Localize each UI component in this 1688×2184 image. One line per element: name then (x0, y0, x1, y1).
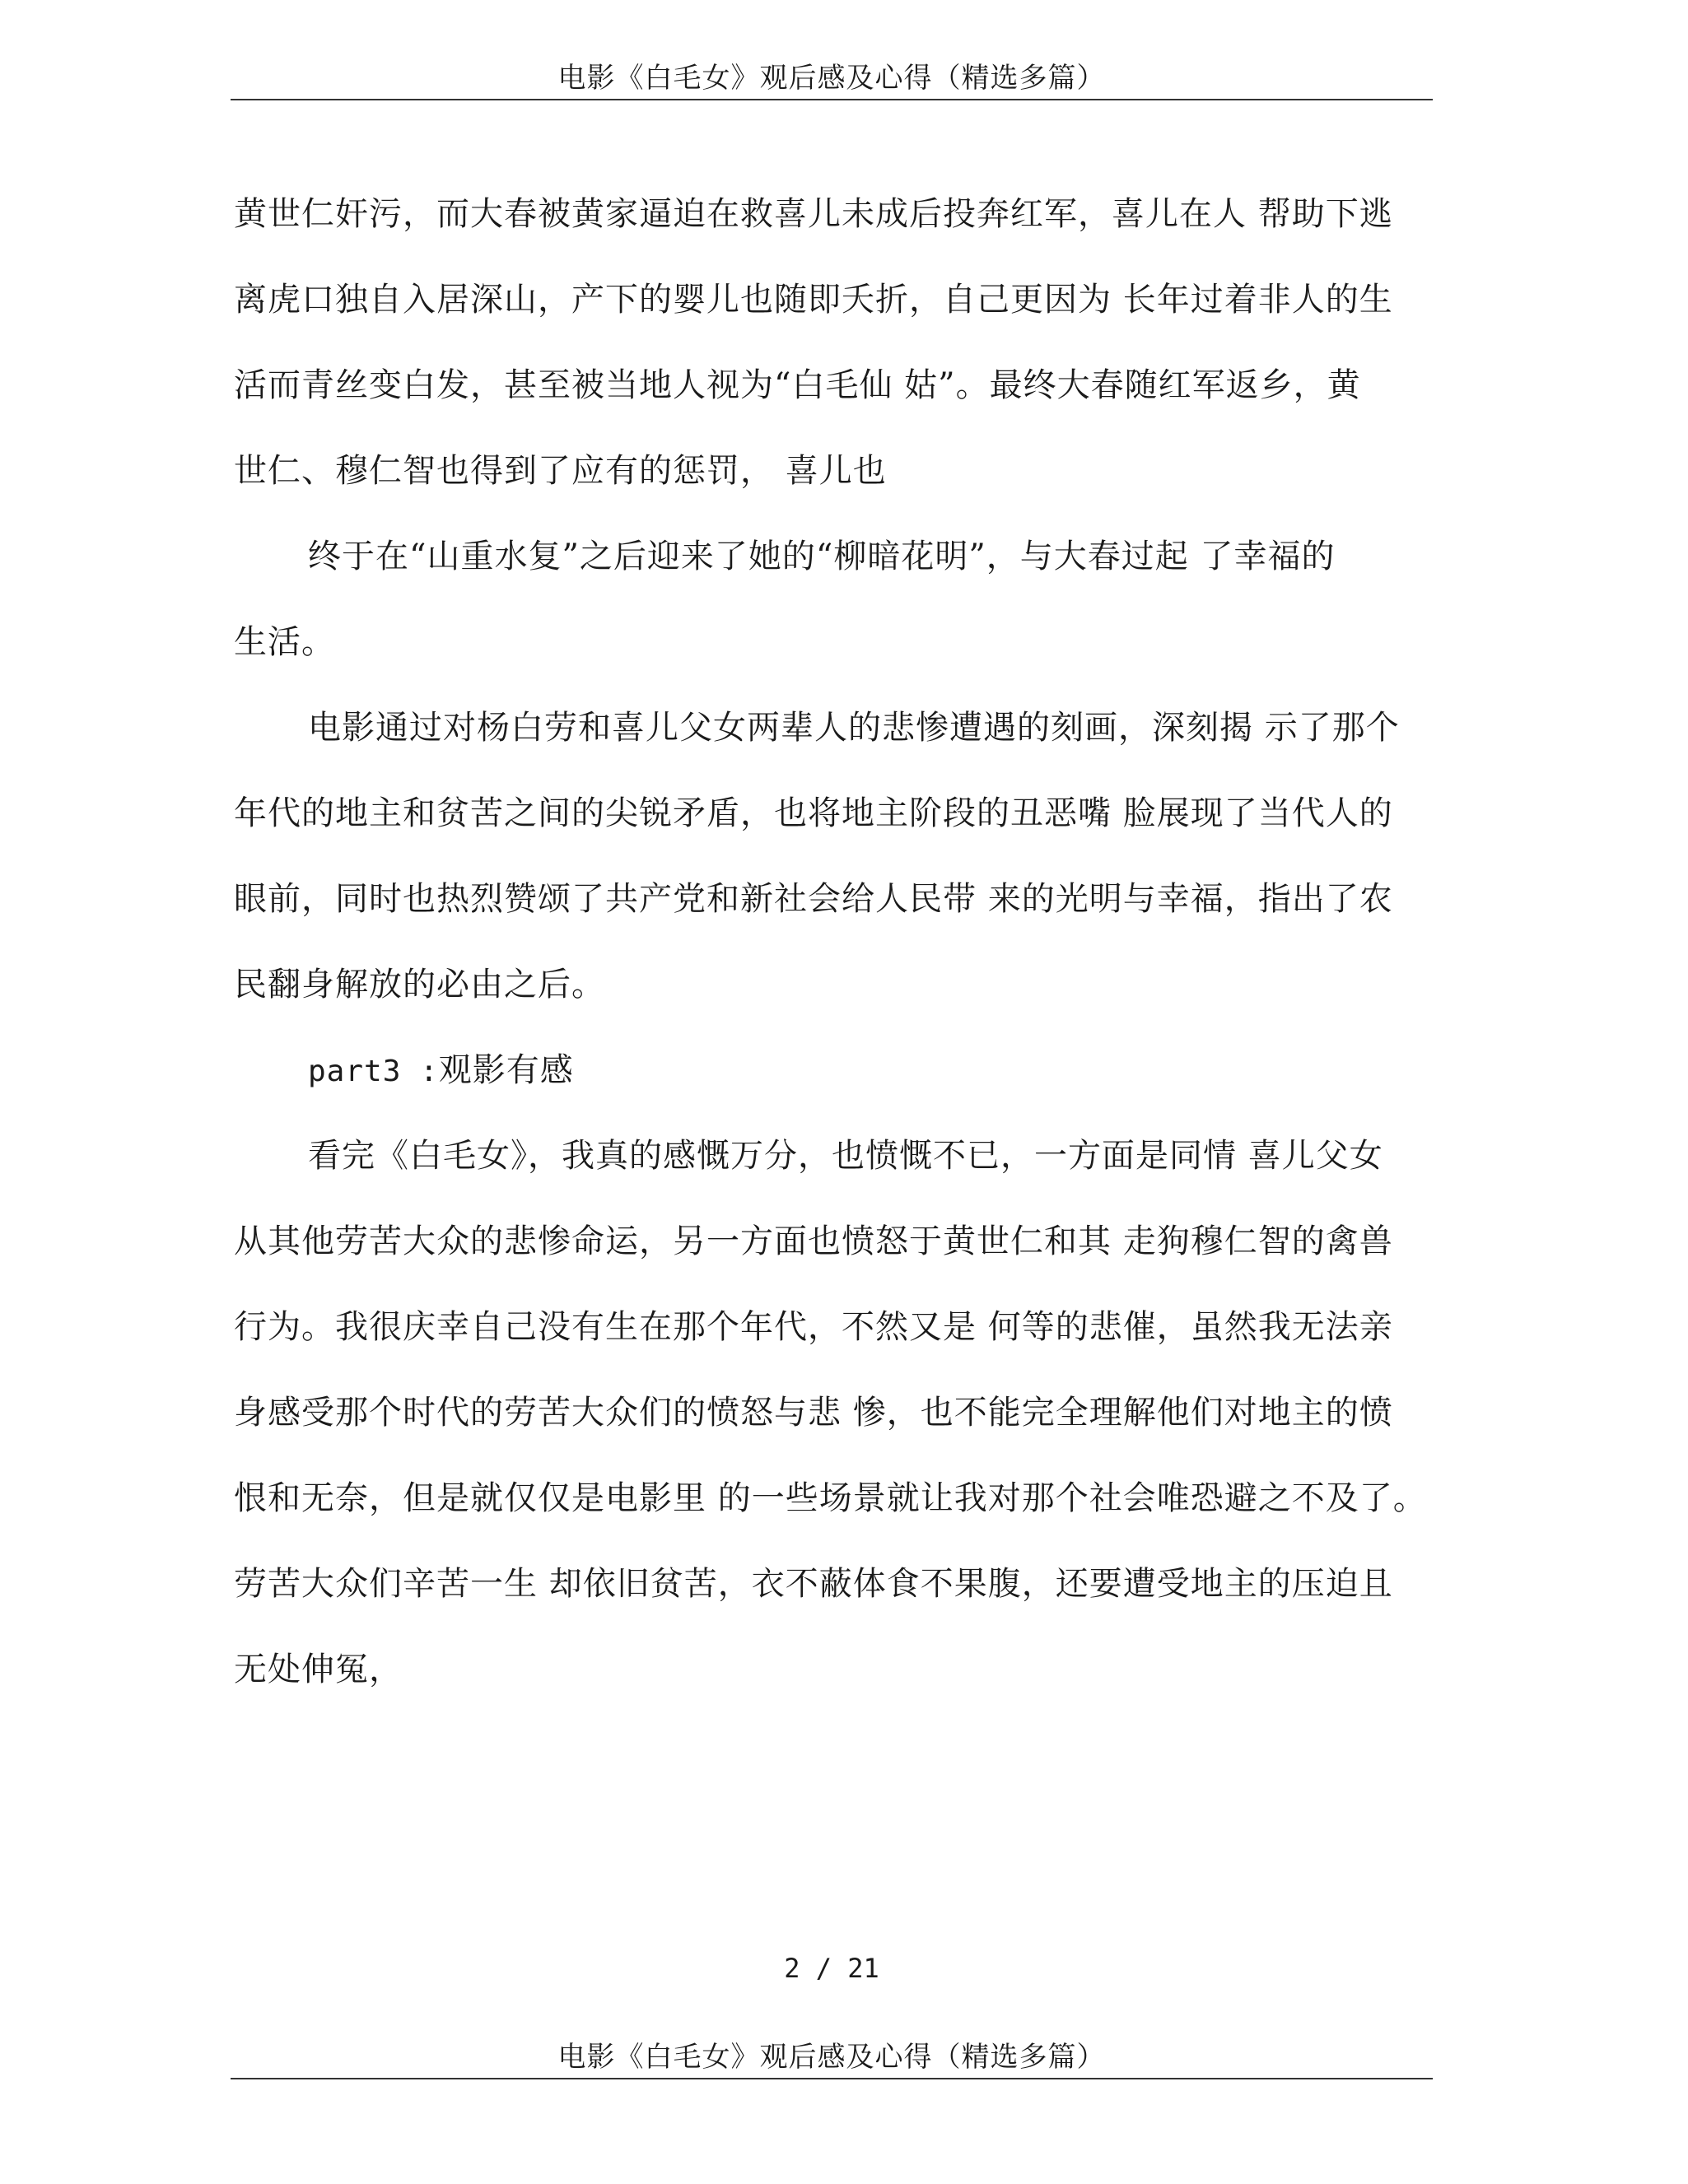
paragraph-4-line-2: 从其他劳苦大众的悲惨命运，另一方面也愤怒于黄世仁和其 走狗穆仁智的禽兽 (234, 1222, 1393, 1260)
page-number: 2 / 21 (784, 1953, 879, 1984)
section-heading-text: 观影有感 (438, 1051, 574, 1089)
paragraph-4-line-6: 劳苦大众们辛苦一生 却依旧贫苦，衣不蔽体食不果腹，还要遭受地主的压迫且 (234, 1565, 1393, 1603)
paragraph-3-line-3: 眼前，同时也热烈赞颂了共产党和新社会给人民带 来的光明与幸福，指出了农 (234, 880, 1393, 918)
paragraph-3-line-2: 年代的地主和贫苦之间的尖锐矛盾，也将地主阶段的丑恶嘴 脸展现了当代人的 (234, 794, 1393, 832)
footer-divider (231, 2078, 1433, 2079)
paragraph-4-line-1: 看完《白毛女》，我真的感慨万分，也愤慨不已，一方面是同情 喜儿父女 (308, 1137, 1383, 1175)
paragraph-3-line-4: 民翻身解放的必由之后。 (234, 966, 605, 1004)
paragraph-4-line-3: 行为。我很庆幸自己没有生在那个年代，不然又是 何等的悲催，虽然我无法亲 (234, 1308, 1393, 1346)
paragraph-1-line-3: 活而青丝变白发，甚至被当地人视为“白毛仙 姑”。最终大春随红军返乡，黄 (234, 366, 1361, 404)
header-divider (231, 99, 1433, 100)
section-heading-prefix: part3 : (308, 1055, 439, 1088)
paragraph-1-line-4: 世仁、穆仁智也得到了应有的惩罚， 喜儿也 (234, 452, 887, 490)
paragraph-4-line-4: 身感受那个时代的劳苦大众们的愤怒与悲 惨，也不能完全理解他们对地主的愤 (234, 1394, 1393, 1432)
page-header-title: 电影《白毛女》观后感及心得（精选多篇） (557, 62, 1106, 95)
paragraph-4-line-5: 恨和无奈，但是就仅仅是电影里 的一些场景就让我对那个社会唯恐避之不及了。 (234, 1479, 1427, 1517)
section-heading (308, 1045, 574, 1095)
paragraph-4-line-7: 无处伸冤， (234, 1651, 403, 1688)
paragraph-3-line-1: 电影通过对杨白劳和喜儿父女两辈人的悲惨遭遇的刻画，深刻揭 示了那个 (308, 709, 1400, 747)
paragraph-2-line-1: 终于在“山重水复”之后迎来了她的“柳暗花明”，与大春过起 了幸福的 (308, 538, 1336, 575)
paragraph-1-line-2: 离虎口独自入居深山，产下的婴儿也随即夭折，自己更因为 长年过着非人的生 (234, 281, 1393, 319)
paragraph-1-line-1: 黄世仁奸污，而大春被黄家逼迫在救喜儿未成后投奔红军，喜儿在人 帮助下逃 (234, 195, 1393, 233)
page-footer-title: 电影《白毛女》观后感及心得（精选多篇） (557, 2041, 1106, 2074)
paragraph-2-line-2: 生活。 (234, 623, 335, 661)
